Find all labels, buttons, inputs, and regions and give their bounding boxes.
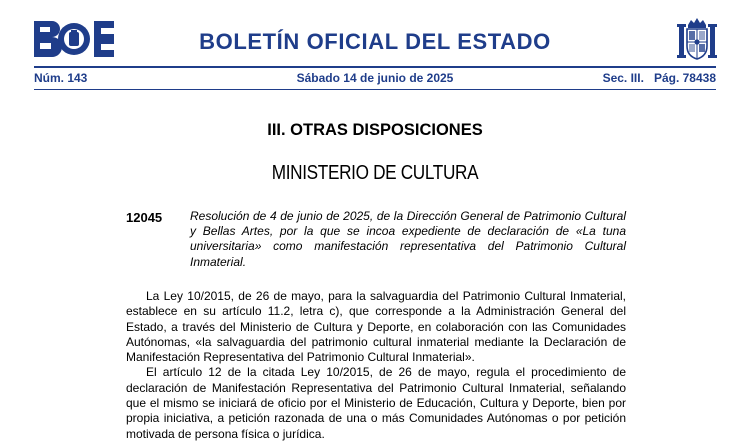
bulletin-title: BOLETÍN OFICIAL DEL ESTADO bbox=[199, 29, 551, 54]
body-text bbox=[126, 289, 626, 442]
issue-number: Núm. 143 bbox=[34, 71, 88, 85]
page-number: Pág. 78438 bbox=[653, 71, 716, 85]
resolution-number: 12045 bbox=[126, 210, 163, 225]
header-rule-top bbox=[34, 66, 716, 68]
paragraph-2: El artículo 12 de la citada Ley 10/2015, de 26 de mayo, regula el procedimiento de declaración de Manifestación Representativa del Patrimonio Cultural Inmaterial, señalando que el mismo se iniciará de oficio por el Ministerio de Educación, Cultura y Deporte, bien por propia iniciativa, a petición razonada de una o más Comunidades Autónomas o por petición motivada de persona física o jurídica. bbox=[126, 365, 626, 441]
section-page bbox=[603, 71, 716, 85]
coat-of-arms-icon bbox=[676, 16, 718, 62]
paragraph-1: La Ley 10/2015, de 26 de mayo, para la salvaguardia del Patrimonio Cultural Inmaterial, establece en su artículo 11.2, letra c), que corresponde a la Administración General del Estado, a través del Ministerio de Cultura y Deporte, en colaboración con las Comunidades Autónomas, «la salvaguardia del patrimonio cultural inmaterial mediante la Declaración de Manifestación Representativa del Patrimonio Cultural Inmaterial». bbox=[126, 289, 626, 365]
header-meta bbox=[34, 71, 716, 87]
ministry-heading: MINISTERIO DE CULTURA bbox=[271, 162, 479, 184]
boe-logo bbox=[34, 21, 114, 57]
section-heading: III. OTRAS DISPOSICIONES bbox=[267, 121, 483, 139]
resolution-title: Resolución de 4 de junio de 2025, de la Dirección General de Patrimonio Cultural y Bellas Artes, por la que se incoa expediente de declaración de «La tuna universitaria» como manifestación representativa del Patrimonio Cultural Inmaterial. bbox=[190, 209, 626, 269]
issue-date: Sábado 14 de junio de 2025 bbox=[296, 71, 454, 85]
section-label: Sec. III. bbox=[602, 71, 644, 85]
header-rule-bottom bbox=[34, 89, 716, 90]
